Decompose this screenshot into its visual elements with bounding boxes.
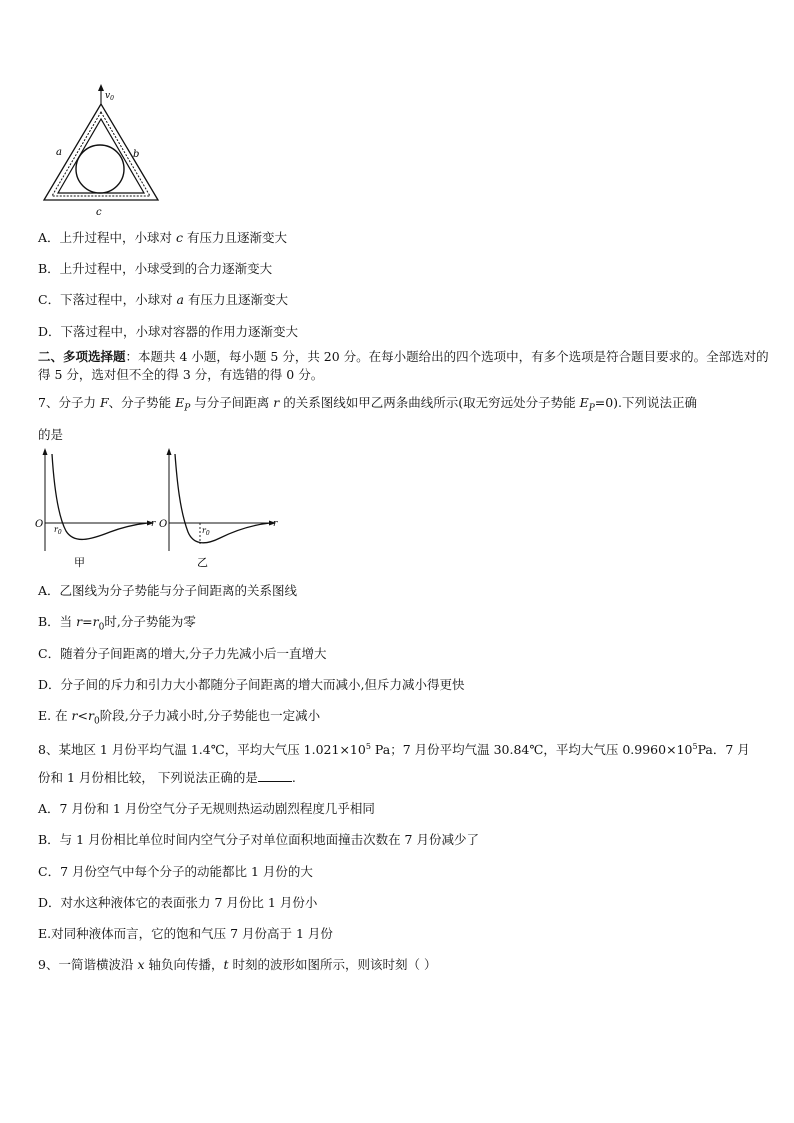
r-axis-label-yi: r bbox=[273, 519, 278, 529]
q8-option-d[interactable]: D．对水这种液体它的表面张力 7 月份比 1 月份小 bbox=[38, 895, 318, 910]
q7-option-a[interactable]: A．乙图线为分子势能与分子间距离的关系图线 bbox=[38, 583, 298, 598]
origin-label-jia: O bbox=[35, 519, 44, 530]
q8-option-e[interactable]: E.对同种液体而言，它的饱和气压 7 月份高于 1 月份 bbox=[38, 926, 333, 941]
q7-stem-line2: 的是 bbox=[38, 427, 64, 442]
q7-stem: 7、分子力 F、分子势能 $E_P$ 与分子间距离 r 的关系图线如甲乙两条曲线所示(取无穷远处分子势能 $E_P=0$).下列说法正确 bbox=[38, 395, 698, 414]
q6-option-a[interactable]: A．上升过程中，小球对 c 有压力且逐渐变大 bbox=[38, 230, 288, 245]
v0-label: $v_0$ bbox=[105, 91, 114, 102]
label-yi: 乙 bbox=[197, 556, 208, 569]
q8-option-c[interactable]: C．7 月份空气中每个分子的动能都比 1 月份的大 bbox=[38, 864, 313, 879]
q7-curves-figure bbox=[30, 446, 280, 572]
q8-option-b[interactable]: B．与 1 月份相比单位时间内空气分子对单位面积地面撞击次数在 7 月份减少了 bbox=[38, 832, 479, 847]
q6-option-c[interactable]: C．下落过程中，小球对 a 有压力且逐渐变大 bbox=[38, 292, 288, 307]
q6-option-d[interactable]: D．下落过程中，小球对容器的作用力逐渐变大 bbox=[38, 324, 299, 339]
q6-option-b[interactable]: B．上升过程中，小球受到的合力逐渐变大 bbox=[38, 261, 273, 276]
r-axis-label-jia: r bbox=[151, 519, 156, 529]
q7-option-d[interactable]: D．分子间的斥力和引力大小都随分子间距离的增大而减小,但斥力减小得更快 bbox=[38, 677, 465, 692]
triangle-container-figure bbox=[38, 84, 168, 219]
q7-option-e[interactable]: E. 在 $r<r_0$阶段,分子力减小时,分子势能也一定减小 bbox=[38, 708, 321, 727]
label-jia: 甲 bbox=[74, 556, 85, 569]
origin-label-yi: O bbox=[159, 519, 168, 530]
r0-label-jia: $r_0$ bbox=[54, 525, 62, 536]
q7-option-c[interactable]: C．随着分子间距离的增大,分子力先减小后一直增大 bbox=[38, 646, 327, 661]
side-c-label: c bbox=[96, 207, 102, 218]
q7-option-b[interactable]: B．当 $r=r_0$时,分子势能为零 bbox=[38, 614, 196, 633]
q9-stem: 9、一简谐横波沿 x 轴负向传播，t 时刻的波形如图所示，则该时刻（ ） bbox=[38, 957, 437, 972]
r0-label-yi: $r_0$ bbox=[202, 526, 210, 537]
side-b-label: b bbox=[133, 149, 140, 160]
q8-stem-line2: 份和 1 月份相比较， 下列说法正确的是 . bbox=[38, 770, 296, 785]
q8-stem: 8、某地区 1 月份平均气温 1.4℃，平均大气压 $1.021\times 10^5$ Pa；7 月份平均气温 30.84℃，平均大气压 $0.9960\times 10^5Pa$．7 月 bbox=[38, 742, 750, 758]
q8-option-a[interactable]: A．7 月份和 1 月份空气分子无规则热运动剧烈程度几乎相同 bbox=[38, 801, 375, 816]
side-a-label: a bbox=[56, 147, 62, 158]
section-2-instructions: 二、多项选择题：本题共 4 小题，每小题 5 分，共 20 分。在每小题给出的四个选项中，有多个选项是符合题目要求的。全部选对的得 5 分，选对但不全的得 3 分，有选错的得 0 分。 bbox=[38, 349, 769, 382]
answer-blank[interactable] bbox=[258, 769, 292, 782]
